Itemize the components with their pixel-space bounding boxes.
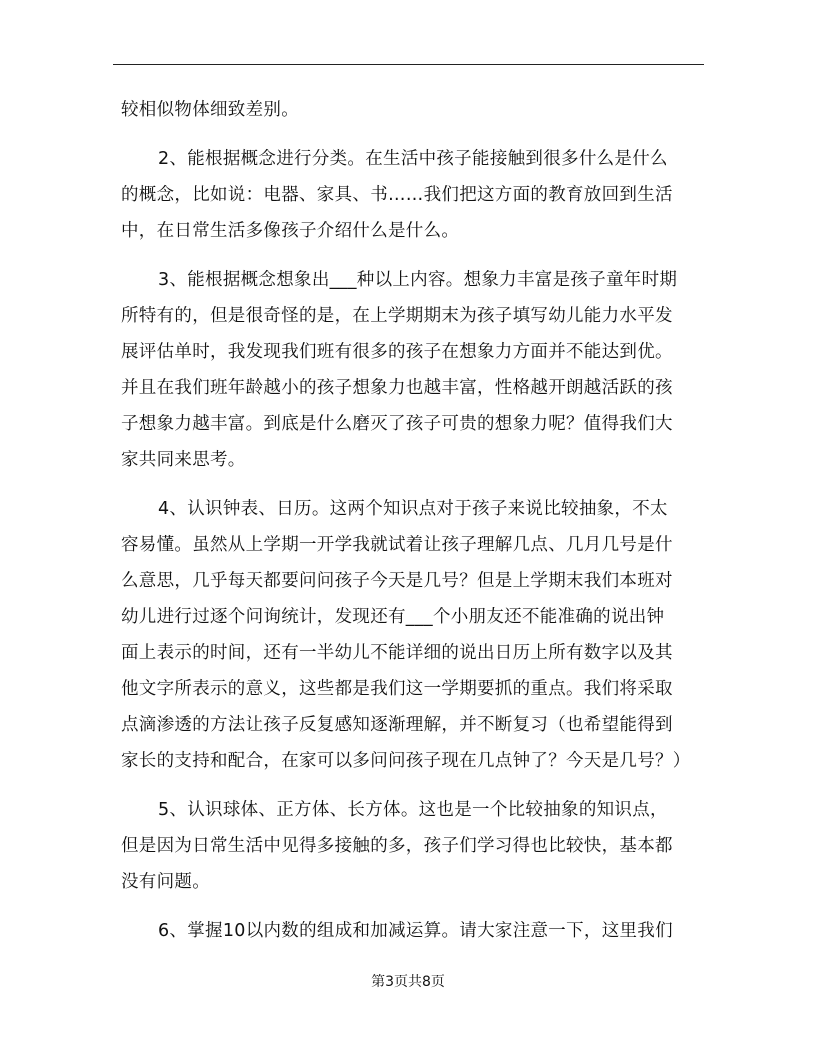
paragraph-line: 么意思，几乎每天都要问问孩子今天是几号？但是上学期末我们本班对 (121, 571, 673, 591)
paragraph-line: 中，在日常生活多像孩子介绍什么是什么。 (121, 221, 460, 241)
paragraph-line: 幼儿进行过逐个问询统计，发现还有___个小朋友还不能准确的说出钟 (121, 607, 665, 627)
paragraph-line: 所特有的，但是很奇怪的是，在上学期期末为孩子填写幼儿能力水平发 (121, 306, 673, 326)
paragraph-line: 展评估单时，我发现我们班有很多的孩子在想象力方面并不能达到优。 (121, 342, 673, 362)
paragraph-line: 并且在我们班年龄越小的孩子想象力也越丰富，性格越开朗越活跃的孩 (121, 378, 673, 398)
paragraph-line: 4、认识钟表、日历。这两个知识点对于孩子来说比较抽象，不太 (158, 499, 668, 519)
paragraph-line: 的概念，比如说：电器、家具、书……我们把这方面的教育放回到生活 (121, 185, 673, 205)
paragraph-line: 3、能根据概念想象出___种以上内容。想象力丰富是孩子童年时期 (158, 270, 678, 290)
paragraph-line: 面上表示的时间，还有一半幼儿不能详细的说出日历上所有数字以及其 (121, 643, 673, 663)
paragraph-line: 5、认识球体、正方体、长方体。这也是一个比较抽象的知识点， (158, 800, 668, 820)
paragraph-line: 没有问题。 (121, 872, 210, 892)
paragraph-line: 点滴渗透的方法让孩子反复感知逐渐理解，并不断复习（也希望能得到 (121, 715, 673, 735)
header-rule (113, 64, 704, 65)
paragraph-line: 他文字所表示的意义，这些都是我们这一学期要抓的重点。我们将采取 (121, 679, 673, 699)
page-number-footer: 第3页共8页 (371, 974, 445, 990)
paragraph-line: 2、能根据概念进行分类。在生活中孩子能接触到很多什么是什么 (158, 149, 668, 169)
paragraph-line: 较相似物体细致差别。 (121, 100, 299, 120)
paragraph-line: 6、掌握10以内数的组成和加减运算。请大家注意一下，这里我们 (158, 921, 673, 941)
paragraph-line: 家长的支持和配合，在家可以多问问孩子现在几点钟了？今天是几号？） (121, 751, 691, 771)
paragraph-line: 容易懂。虽然从上学期一开学我就试着让孩子理解几点、几月几号是什 (121, 535, 673, 555)
paragraph-line: 家共同来思考。 (121, 450, 246, 470)
paragraph-line: 子想象力越丰富。到底是什么磨灭了孩子可贵的想象力呢？值得我们大 (121, 414, 673, 434)
paragraph-line: 但是因为日常生活中见得多接触的多，孩子们学习得也比较快，基本都 (121, 836, 673, 856)
